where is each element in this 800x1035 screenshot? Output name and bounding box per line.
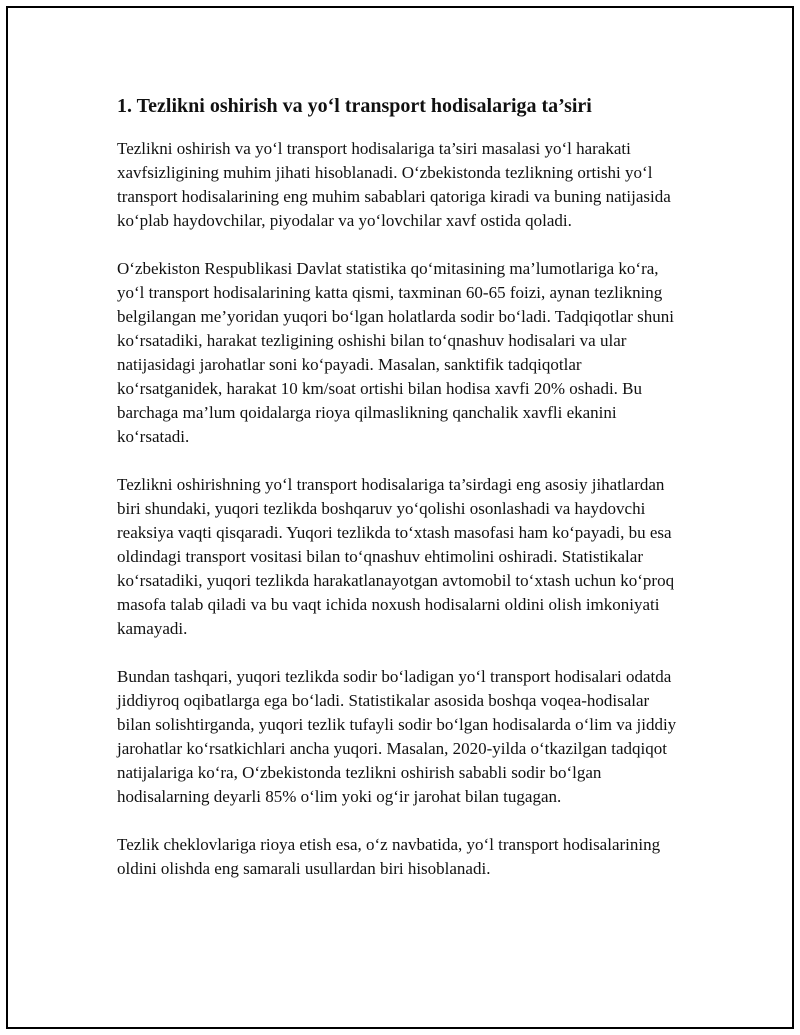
- section-heading: 1. Tezlikni oshirish va yo‘l transport hodisalariga ta’siri: [117, 95, 592, 117]
- paragraph-intro: Tezlikni oshirish va yo‘l transport hodisalariga ta’siri masalasi yo‘l harakati xavfsizligining muhim jihati hisoblanadi. O‘zbekistonda tezlikning ortishi yo‘l transport hodisalarining eng muhim sabablari qatoriga kiradi va buning natijasida ko‘plab haydovchilar, piyodalar va yo‘lovchilar xavf ostida qoladi.: [117, 139, 671, 230]
- paragraph-control-loss: Tezlikni oshirishning yo‘l transport hodisalariga ta’sirdagi eng asosiy jihatlardan biri shundaki, yuqori tezlikda boshqaruv yo‘qolishi osonlashadi va haydovchi reaksiya vaqti qisqaradi. Yuqori tezlikda to‘xtash masofasi ham ko‘payadi, bu esa oldindagi transport vositasi bilan to‘qnashuv ehtimolini oshiradi. Statistikalar ko‘rsatadiki, yuqori tezlikda harakatlanayotgan avtomobil to‘xtash uchun ko‘proq masofa talab qiladi va bu vaqt ichida noxush hodisalarni oldini olish imkoniyati kamayadi.: [117, 475, 675, 638]
- paragraph-conclusion: Tezlik cheklovlariga rioya etish esa, o‘z navbatida, yo‘l transport hodisalarining oldini olishda eng samarali usullardan biri hisoblanadi.: [117, 835, 661, 878]
- paragraph-statistics: O‘zbekiston Respublikasi Davlat statistika qo‘mitasining ma’lumotlariga ko‘ra, yo‘l transport hodisalarining katta qismi, taxminan 60-65 foizi, aynan tezlikning belgilangan me’yoridan yuqori bo‘lgan holatlarda sodir bo‘ladi. Tadqiqotlar shuni ko‘rsatadiki, harakat tezligining oshishi bilan to‘qnashuv hodisalari va ular natijasidagi jarohatlar soni ko‘payadi. Masalan, sanktifik tadqiqotlar ko‘rsatganidek, harakat 10 km/soat ortishi bilan hodisa xavfi 20% oshadi. Bu barchaga ma’lum qoidalarga rioya qilmaslikning qanchalik xavfli ekanini ko‘rsatadi.: [117, 259, 674, 446]
- document-body: [117, 93, 687, 905]
- paragraph-consequences: Bundan tashqari, yuqori tezlikda sodir bo‘ladigan yo‘l transport hodisalari odatda jiddiyroq oqibatlarga ega bo‘ladi. Statistikalar asosida boshqa voqea-hodisalar bilan solishtirganda, yuqori tezlik tufayli sodir bo‘lgan hodisalarda o‘lim va jiddiy jarohatlar ko‘rsatkichlari ancha yuqori. Masalan, 2020-yilda o‘tkazilgan tadqiqot natijalariga ko‘ra, O‘zbekistonda tezlikni oshirish sababli sodir bo‘lgan hodisalarning deyarli 85% o‘lim yoki og‘ir jarohat bilan tugagan.: [117, 667, 677, 806]
